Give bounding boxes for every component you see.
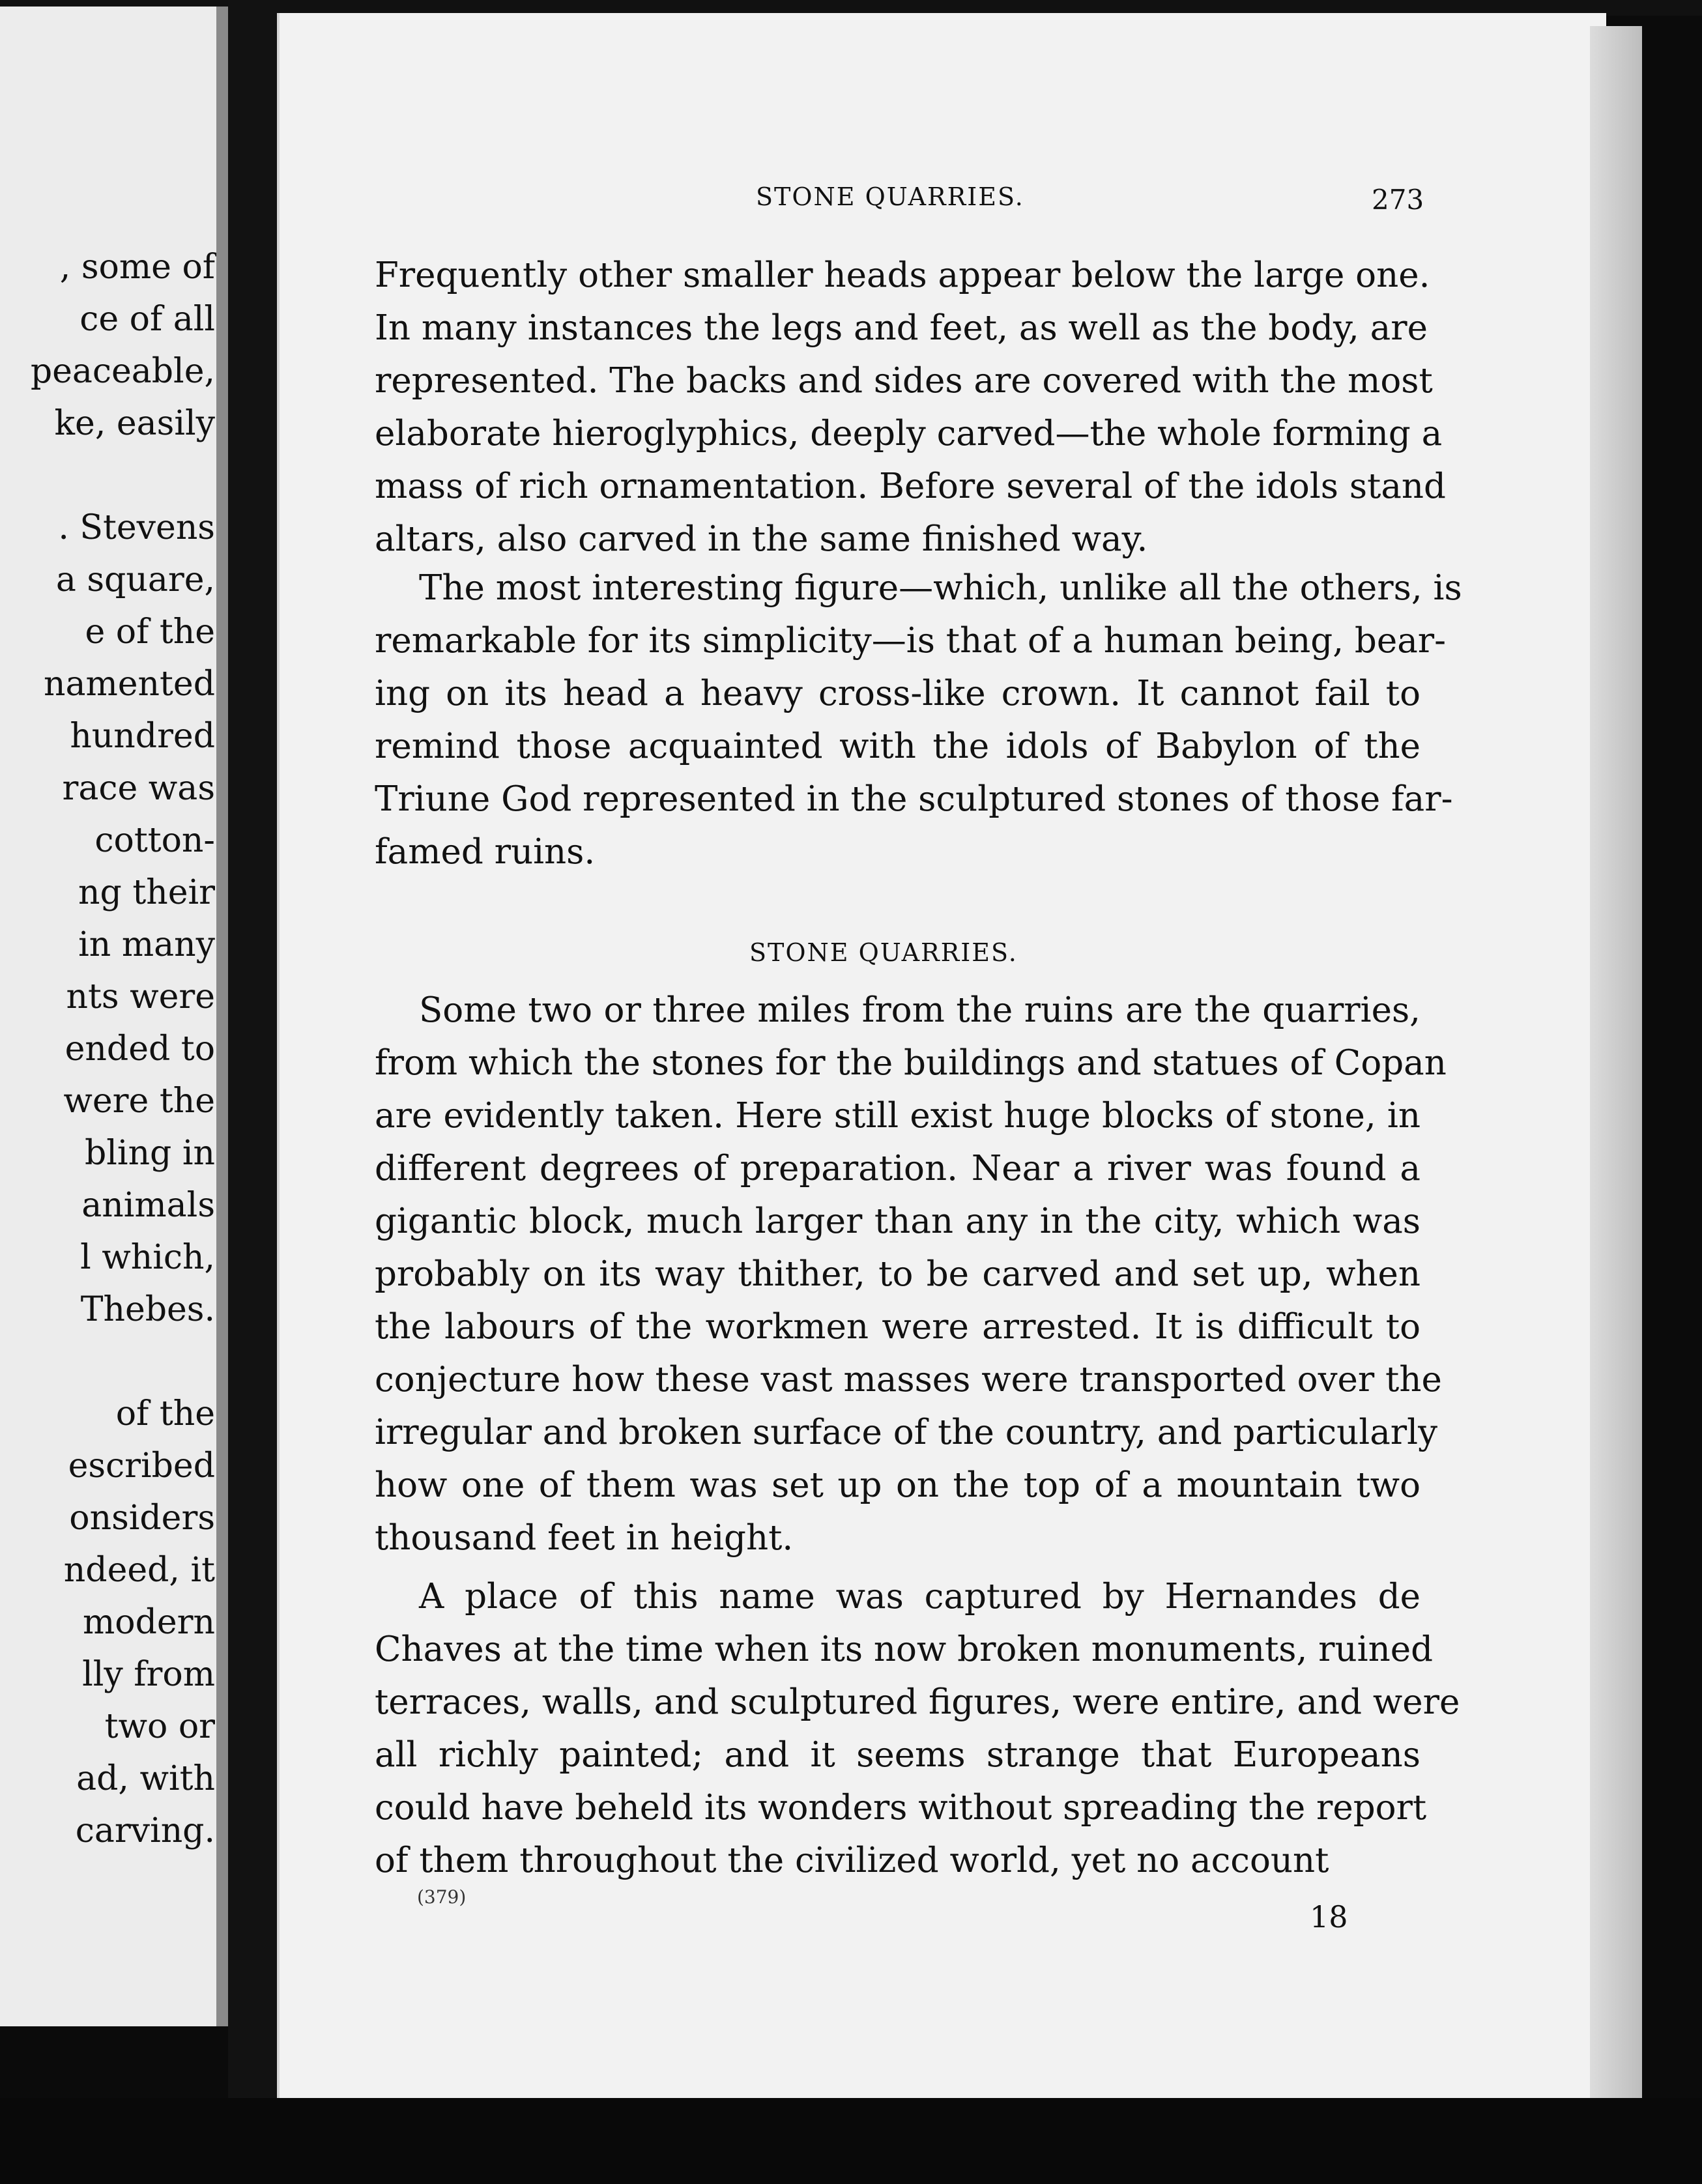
book-gutter xyxy=(228,0,280,2184)
left-page-line: l which, xyxy=(80,1238,215,1277)
text-line: remarkable for its simplicity—is that of a human being, bear- xyxy=(375,621,1447,661)
text-line: Triune God represented in the sculptured stones of those far- xyxy=(375,779,1453,819)
left-page-line: cotton- xyxy=(94,821,215,860)
text-line: elaborate hieroglyphics, deeply carved—the whole forming a xyxy=(375,414,1443,453)
section-heading: STONE QUARRIES. xyxy=(749,938,1018,967)
text-line: represented. The backs and sides are covered with the most xyxy=(375,361,1433,401)
text-line: Some two or three miles from the ruins are the quarries, xyxy=(419,990,1421,1030)
left-page-line: escribed xyxy=(68,1446,215,1486)
left-page-line: ended to xyxy=(65,1029,215,1069)
text-line: how one of them was set up on the top of a mountain two xyxy=(375,1465,1421,1505)
paragraph-2 xyxy=(375,562,1462,878)
left-page-line: ad, with xyxy=(76,1759,215,1798)
text-line: the labours of the workmen were arrested. It is difficult to xyxy=(375,1307,1421,1347)
text-line: gigantic block, much larger than any in the city, which was xyxy=(375,1201,1421,1241)
left-page-line: Thebes. xyxy=(80,1290,215,1329)
text-line: ing on its head a heavy cross-like crown. It cannot fail to xyxy=(375,674,1421,713)
page-edge-shadow xyxy=(1590,26,1642,2124)
left-page-line: lly from xyxy=(82,1655,215,1694)
left-page-line: a square, xyxy=(55,560,215,599)
left-page-line: e of the xyxy=(85,612,215,652)
paragraph-1 xyxy=(375,249,1446,566)
left-page-line: ke, easily xyxy=(54,404,215,443)
text-line: altars, also carved in the same finished way. xyxy=(375,519,1148,559)
paragraph-4 xyxy=(375,1570,1460,1887)
paragraph-3 xyxy=(375,984,1447,1564)
left-page-line: , some of xyxy=(59,248,215,287)
printer-signature-mark: (379) xyxy=(417,1886,467,1908)
text-line: probably on its way thither, to be carved and set up, when xyxy=(375,1254,1421,1294)
text-line: famed ruins. xyxy=(375,832,596,872)
text-line: terraces, walls, and sculptured figures, were entire, and were xyxy=(375,1682,1460,1722)
left-page-line: namented xyxy=(43,665,215,704)
text-line: Chaves at the time when its now broken monuments, ruined xyxy=(375,1630,1434,1669)
left-page-line: hundred xyxy=(70,717,215,756)
left-page-line: ce of all xyxy=(79,300,215,339)
left-page-line: modern xyxy=(82,1603,215,1642)
text-line: irregular and broken surface of the country, and particularly xyxy=(375,1413,1438,1452)
text-line: from which the stones for the buildings and statues of Copan xyxy=(375,1043,1447,1083)
scan-bottom-edge xyxy=(0,2098,1702,2184)
text-line: conjecture how these vast masses were transported over the xyxy=(375,1360,1442,1400)
left-page-line: were the xyxy=(63,1082,215,1121)
text-line: The most interesting figure—which, unlike all the others, is xyxy=(419,568,1462,608)
running-header: STONE QUARRIES. xyxy=(756,182,1024,211)
left-page-fragment xyxy=(0,7,228,2026)
text-line: could have beheld its wonders without spreading the report xyxy=(375,1788,1427,1828)
page-number: 273 xyxy=(1372,184,1424,216)
left-page-line: bling in xyxy=(85,1134,215,1173)
gathering-folio: 18 xyxy=(1310,1899,1348,1934)
left-page-line: onsiders xyxy=(69,1499,215,1538)
left-page-line: in many xyxy=(78,925,215,964)
left-page-line: ng their xyxy=(78,873,215,912)
text-line: mass of rich ornamentation. Before several of the idols stand xyxy=(375,467,1446,506)
left-page-line: of the xyxy=(115,1394,215,1433)
left-page-line: peaceable, xyxy=(30,352,215,391)
text-line: In many instances the legs and feet, as well as the body, are xyxy=(375,308,1428,348)
text-line: Frequently other smaller heads appear below the large one. xyxy=(375,255,1430,295)
left-page-line: ndeed, it xyxy=(63,1551,215,1590)
left-page-line: nts were xyxy=(66,977,215,1016)
left-page-line: carving. xyxy=(75,1811,215,1850)
text-line: remind those acquainted with the idols of Babylon of the xyxy=(375,726,1421,766)
left-page-line: two or xyxy=(104,1707,215,1746)
left-page-line: animals xyxy=(81,1186,215,1225)
text-line: A place of this name was captured by Hernandes de xyxy=(419,1577,1421,1616)
text-line: are evidently taken. Here still exist huge blocks of stone, in xyxy=(375,1096,1421,1136)
left-page-line: . Stevens xyxy=(58,508,215,547)
text-line: all richly painted; and it seems strange that Europeans xyxy=(375,1735,1421,1775)
text-line: thousand feet in height. xyxy=(375,1518,794,1558)
left-page-line: race was xyxy=(62,769,215,808)
text-line: of them throughout the civilized world, yet no account xyxy=(375,1841,1329,1880)
text-line: different degrees of preparation. Near a river was found a xyxy=(375,1149,1421,1188)
